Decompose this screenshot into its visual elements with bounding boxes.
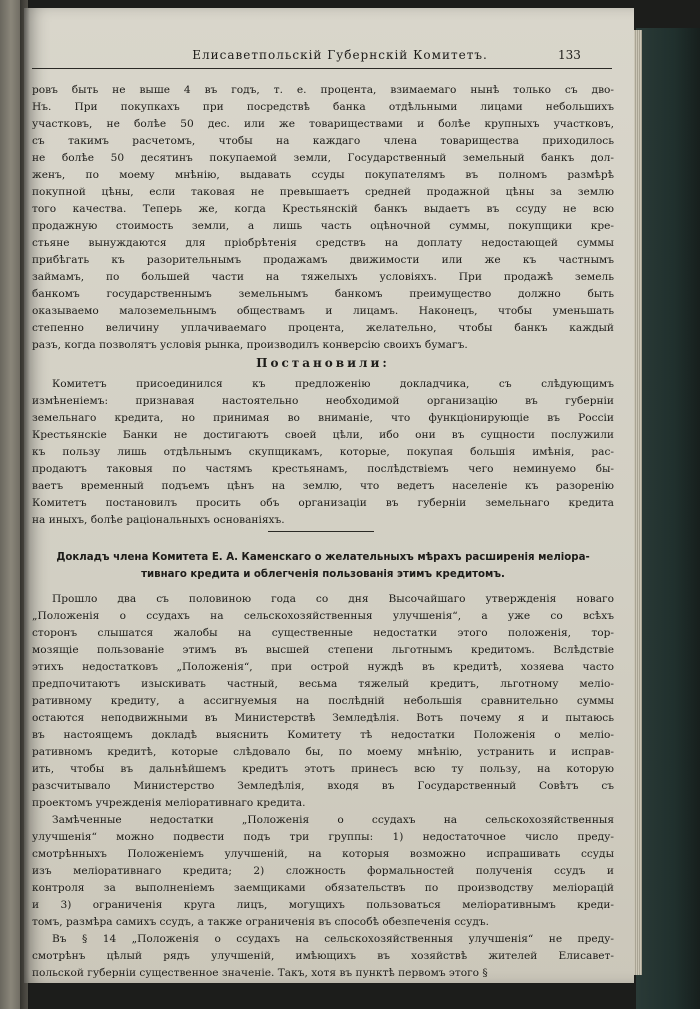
text-line: того качества. Теперь же, когда Крестьянскій банкъ выдаетъ въ ссуду не всю (32, 203, 614, 215)
text-line: и 3) ограниченія круга лицъ, могущихъ пользоваться меліоративнымъ креди- (32, 899, 614, 911)
text-line: разъ, когда позволятъ условія рынка, производилъ конверсію своихъ бумагъ. (32, 339, 468, 351)
report-heading-line: тивнаго кредита и облегченія пользованія этимъ кредитомъ. (141, 569, 505, 580)
text-line: Нъ. При покупкахъ при посредствѣ банка отдѣльными лицами небольшихъ (32, 101, 614, 113)
text-line: смотрѣнъ цѣлый рядъ улучшеній, имѣющихъ въ хозяйствѣ жителей Елисавет- (32, 950, 614, 962)
text-line: разсчитывало Министерство Земледѣлія, входя въ Государственный Совѣтъ съ (32, 780, 614, 792)
text-line: съ такимъ расчетомъ, чтобы на каждаго члена товарищества приходилось (32, 135, 614, 147)
text-line: Комитетъ присоединился къ предложенію докладчика, съ слѣдующимъ (52, 378, 614, 390)
text-line: контроля за выполненіемъ заемщиками обязательствъ по производству меліорацій (32, 882, 614, 894)
text-line: земельнаго кредита, но принимая во вниманіе, что функціонирующіе въ Россіи (32, 412, 614, 424)
text-line: Комитетъ постановилъ просить объ организаціи въ губерніи земельнаго кредита (32, 497, 614, 509)
text-line: степенно величину уплачиваемаго процента, желательно, чтобы банкъ каждый (32, 322, 614, 334)
text-line: продаютъ таковыя по частямъ крестьянамъ, послѣдствіемъ чего неминуемо бы- (32, 463, 614, 475)
report-heading-line: Докладъ члена Комитета Е. А. Каменскаго о желательныхъ мѣрахъ расширенія меліора- (56, 552, 590, 563)
text-line: стьяне вынуждаются для пріобрѣтенія средствъ на доплату недостающей суммы (32, 237, 614, 249)
running-title: Елисаветпольскій Губернскій Комитетъ. (192, 48, 488, 62)
text-line: предпочитаютъ изыскивать частный, весьма тяжелый кредитъ, льготному меліо- (32, 678, 614, 690)
page-number: 133 (558, 48, 581, 62)
section-divider (268, 531, 374, 532)
text-line: покупной цѣны, если таковая не превышаетъ средней продажной цѣны за землю (32, 186, 614, 198)
text-line: ровъ быть не выше 4 въ годъ, т. е. процента, взимаемаго нынѣ только съ дво- (32, 84, 614, 96)
text-line: банкомъ государственнымъ земельнымъ банкомъ преимущество должно быть (32, 288, 614, 300)
text-line: польской губерніи существенное значеніе. Такъ, хотя въ пунктѣ первомъ этого § (32, 967, 488, 979)
book-page (24, 8, 634, 983)
text-line: измѣненіемъ: признавая настоятельно необходимой организацію въ губерніи (32, 395, 614, 407)
text-line: смотрѣнныхъ Положеніемъ улучшеній, на которыя возможно испрашивать ссуды (32, 848, 614, 860)
text-line: этихъ недостатковъ „Положенія“, при острой нуждѣ въ кредитѣ, хозяева часто (32, 661, 614, 673)
text-line: продажную стоимость земли, а лишь часть оцѣночной суммы, покупщики кре- (32, 220, 614, 232)
text-line: не болѣе 50 десятинъ покупаемой земли, Государственный земельный банкъ дол- (32, 152, 614, 164)
text-line: участковъ, не болѣе 50 дес. или же товариществами и болѣе крупныхъ участковъ, (32, 118, 614, 130)
text-line: мозящіе пользованіе этимъ въ высшей степени льготнымъ кредитомъ. Вслѣдствіе (32, 644, 614, 656)
text-line: сторонъ слышатся жалобы на существенные недостатки этого положенія, тор- (32, 627, 614, 639)
text-line: остаются неподвижными въ Министерствѣ Земледѣлія. Вотъ почему я и пытаюсь (32, 712, 614, 724)
book-cover-edge (636, 28, 700, 1009)
text-line: Замѣченные недостатки „Положенія о ссудахъ на сельскохозяйственныя (52, 814, 614, 826)
text-line: изъ меліоративнаго кредита; 2) сложность формальностей полученія ссудъ и (32, 865, 614, 877)
text-line: женъ, по моему мнѣнію, выдавать ссуды покупателямъ въ полномъ размѣрѣ (32, 169, 614, 181)
text-line: ративномъ кредитѣ, которые слѣдовало бы, по моему мнѣнію, устранить и исправ- (32, 746, 614, 758)
header-rule (32, 68, 612, 69)
text-line: „Положенія о ссудахъ на сельскохозяйственныя улучшенія“, а уже со всѣхъ (32, 610, 614, 622)
text-line: къ пользу лишь отдѣльнымъ скупщикамъ, которые, покупая большія имѣнія, рас- (32, 446, 614, 458)
text-line: томъ, размѣра самихъ ссудъ, а также ограниченія въ способѣ обезпеченія ссудъ. (32, 916, 489, 928)
text-line: въ настоящемъ докладѣ выяснить Комитету тѣ недостатки Положенія о меліо- (32, 729, 614, 741)
spine-shadow (20, 0, 30, 1009)
text-line: Крестьянскіе Банки не достигаютъ своей цѣли, ибо они въ сущности послужили (32, 429, 614, 441)
text-line: займамъ, по большей части на тяжелыхъ условіяхъ. При продажѣ земель (32, 271, 614, 283)
text-line: на иныхъ, болѣе раціональныхъ основаніяхъ. (32, 514, 285, 526)
resolution-heading: Постановили: (256, 356, 390, 370)
text-line: ративному кредиту, а ассигнуемыя на послѣдній небольшія сравнительно суммы (32, 695, 614, 707)
text-line: оказываемо малоземельнымъ обществамъ и лицамъ. Наконецъ, чтобы уменьшать (32, 305, 614, 317)
text-line: ить, чтобы въ дальнѣйшемъ кредитъ этотъ принесъ всю ту пользу, на которую (32, 763, 614, 775)
text-line: Прошло два съ половиною года со дня Высочайшаго утвержденія новаго (52, 593, 614, 605)
text-line: улучшенія“ можно подвести подъ три группы: 1) недостаточное число преду- (32, 831, 614, 843)
text-line: Въ § 14 „Положенія о ссудахъ на сельскохозяйственныя улучшенія“ не преду- (52, 933, 614, 945)
text-line: проектомъ учрежденія меліоративнаго кредита. (32, 797, 306, 809)
text-line: прибѣгать къ разорительнымъ продажамъ движимости или же къ частнымъ (32, 254, 614, 266)
text-line: ваетъ временный подъемъ цѣнъ на землю, что ведетъ населеніе къ разоренію (32, 480, 614, 492)
